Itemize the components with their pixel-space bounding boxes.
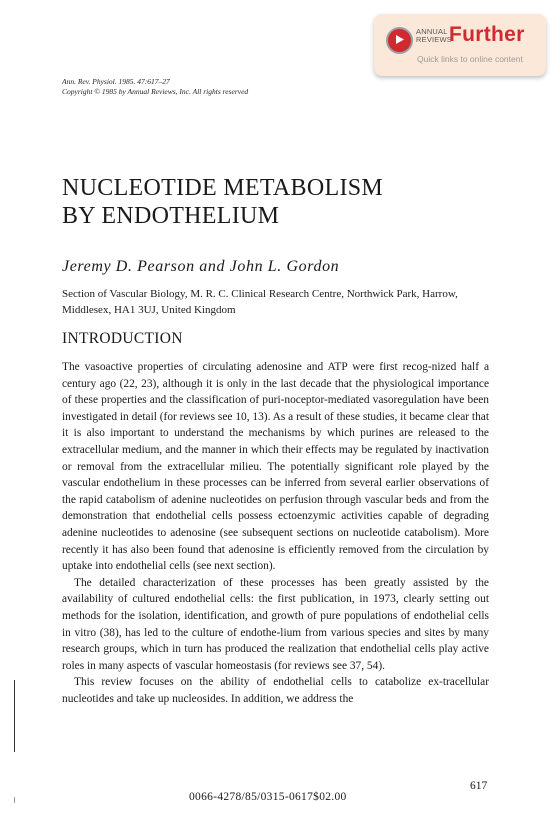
article-authors: Jeremy D. Pearson and John L. Gordon	[62, 258, 340, 275]
annual-reviews-wordmark: ANNUAL REVIEWS	[416, 27, 452, 44]
footer-code: 0066-4278/85/0315-0617$02.00	[189, 791, 347, 803]
section-heading: INTRODUCTION	[62, 330, 183, 347]
further-brand: Further	[449, 23, 525, 46]
body-paragraph: The detailed characterization of these processes has been greatly assisted by the availability of cultured endothelial cells: the first publication, in 1973, clearly setting out methods for the isolation, identification, and growth of pure populations of endothelial cells in vitro (38), has led to the culture of endothe-lium from various species and sites by many research groups, which in turn has produced the realization that endothelial cells play active roles in many aspects of vascular homeostasis (for reviews see 37, 54).	[62, 576, 489, 672]
banner-tagline: Quick links to online content	[417, 54, 523, 64]
title-line-1: NUCLEOTIDE METABOLISM	[62, 175, 384, 201]
title-line-2: BY ENDOTHELIUM	[62, 203, 280, 229]
margin-tick	[14, 797, 15, 803]
play-icon	[386, 27, 413, 54]
article-body	[62, 359, 489, 707]
page-number: 617	[470, 780, 488, 792]
journal-citation: Ann. Rev. Physiol. 1985. 47:617–27	[62, 77, 170, 86]
copyright-notice: Copyright © 1985 by Annual Reviews, Inc. All rights reserved	[62, 87, 249, 96]
article-title	[62, 174, 383, 230]
annual-reviews-further-banner[interactable]	[374, 14, 546, 76]
margin-rule	[14, 680, 15, 752]
body-paragraph: The vasoactive properties of circulating adenosine and ATP were first recog-nized half a century ago (22, 23), although it is only in the last decade that the physiological importance of these properties and the classification of puri-noceptor-mediated vasoregulation have been investigated in detail (for reviews see 10, 13). As a result of these studies, it became clear that it is also important to understand the mechanisms by which purines are released to the extracellular medium, and the manner in which their effects may be regulated by inactivation or removal from the extracellular milieu. The potentially significant role played by the vascular endothelium in these processes can be inferred from several earlier observations of the rapid catabolism of adenine nucleotides on perfusion through vascular beds and from the demonstration that endothelial cells possess ectoenzymic activities capable of degrading adenine nucleotides to adenosine (see subsequent sections on nucleotide catabolism). More recently it has also been found that adenosine is efficiently removed from the circulation by uptake into endothelial cells (see next section).	[62, 361, 490, 573]
body-paragraph: This review focuses on the ability of endothelial cells to catabolize ex-tracellular nucleotides and take up nucleosides. In addition, we address the	[62, 676, 489, 705]
journal-citation-block	[62, 77, 248, 97]
author-affiliation: Section of Vascular Biology, M. R. C. Clinical Research Centre, Northwick Park, Harrow, Middlesex, HA1 3UJ, United Kingdom	[62, 288, 458, 316]
